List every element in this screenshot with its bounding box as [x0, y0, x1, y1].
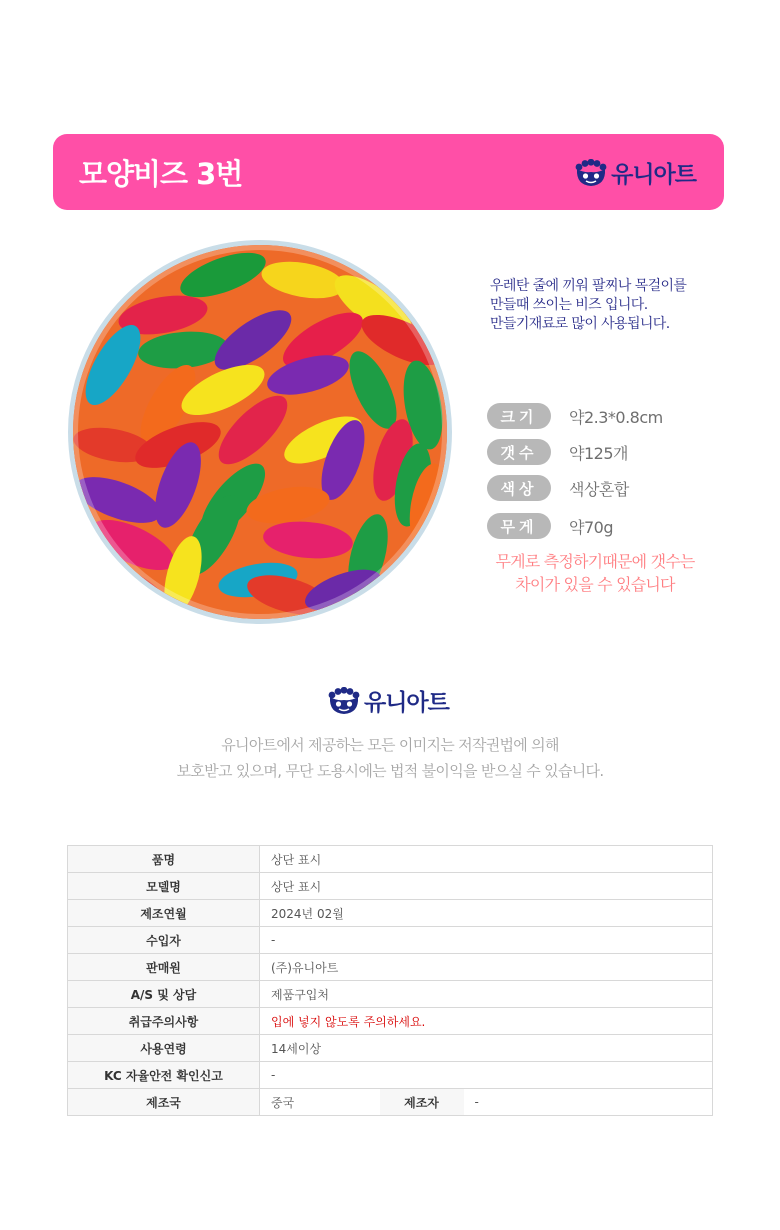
row-value: 2024년 02월 [260, 900, 713, 927]
product-title: 모양비즈 3번 [79, 157, 243, 191]
spec-label: 갯수 [487, 439, 551, 465]
row-label: 판매원 [68, 954, 260, 981]
description-line: 만들때 쓰이는 비즈 입니다. [490, 297, 648, 313]
title-banner [53, 134, 724, 210]
row-label: KC 자율안전 확인신고 [68, 1062, 260, 1089]
table-row [68, 981, 713, 1008]
row-value: 상단 표시 [260, 873, 713, 900]
row-value: 14세이상 [260, 1035, 713, 1062]
brand-name: 유니아트 [364, 690, 449, 716]
crown-face-logo-icon [327, 687, 361, 715]
notice-line: 무게로 측정하기때문에 갯수는 [495, 552, 695, 571]
spec-color [487, 474, 629, 502]
spec-count [487, 438, 628, 466]
crown-face-logo-icon [574, 159, 608, 187]
row-value: - [464, 1089, 713, 1116]
table-row [68, 1089, 713, 1116]
table-row [68, 873, 713, 900]
row-value: 중국 [260, 1089, 380, 1116]
brand-logo-mid [327, 684, 449, 717]
count-notice [470, 550, 720, 596]
row-value: - [260, 1062, 713, 1089]
table-row [68, 1062, 713, 1089]
description-line: 만들기재료로 많이 사용됩니다. [490, 316, 670, 332]
row-label: A/S 및 상담 [68, 981, 260, 1008]
spec-value: 색상혼합 [569, 479, 629, 499]
spec-label: 무게 [487, 513, 551, 539]
table-row [68, 846, 713, 873]
row-value: 제품구입처 [260, 981, 713, 1008]
table-row [68, 1008, 713, 1035]
row-label: 제조국 [68, 1089, 260, 1116]
product-description [490, 277, 740, 334]
table-row [68, 927, 713, 954]
row-value: - [260, 927, 713, 954]
beads-image [73, 245, 447, 619]
row-label: 품명 [68, 846, 260, 873]
copyright-line: 보호받고 있으며, 무단 도용시에는 법적 불이익을 받으실 수 있습니다. [176, 762, 604, 780]
row-label: 모델명 [68, 873, 260, 900]
notice-line: 차이가 있을 수 있습니다 [515, 575, 675, 594]
brand-name: 유니아트 [611, 162, 696, 188]
brand-logo [574, 156, 696, 189]
product-info-table [67, 845, 713, 1116]
row-label: 제조연월 [68, 900, 260, 927]
copyright-line: 유니아트에서 제공하는 모든 이미지는 저작권법에 의해 [221, 736, 559, 754]
row-value-warning: 입에 넣지 않도록 주의하세요. [260, 1008, 713, 1035]
copyright-notice [100, 732, 680, 784]
spec-label: 크기 [487, 403, 551, 429]
spec-label: 색상 [487, 475, 551, 501]
row-value: (주)유니아트 [260, 954, 713, 981]
row-label: 사용연령 [68, 1035, 260, 1062]
spec-value: 약2.3*0.8cm [569, 407, 663, 427]
spec-value: 약125개 [569, 443, 628, 463]
table-row [68, 954, 713, 981]
spec-size [487, 402, 663, 430]
row-label-secondary: 제조자 [380, 1089, 464, 1116]
spec-value: 약70g [569, 517, 613, 537]
description-line: 우레탄 줄에 끼워 팔찌나 목걸이를 [490, 278, 687, 294]
table-row [68, 1035, 713, 1062]
row-value: 상단 표시 [260, 846, 713, 873]
row-label: 수입자 [68, 927, 260, 954]
product-photo [68, 240, 452, 624]
spec-weight [487, 512, 613, 540]
table-row [68, 900, 713, 927]
row-label: 취급주의사항 [68, 1008, 260, 1035]
